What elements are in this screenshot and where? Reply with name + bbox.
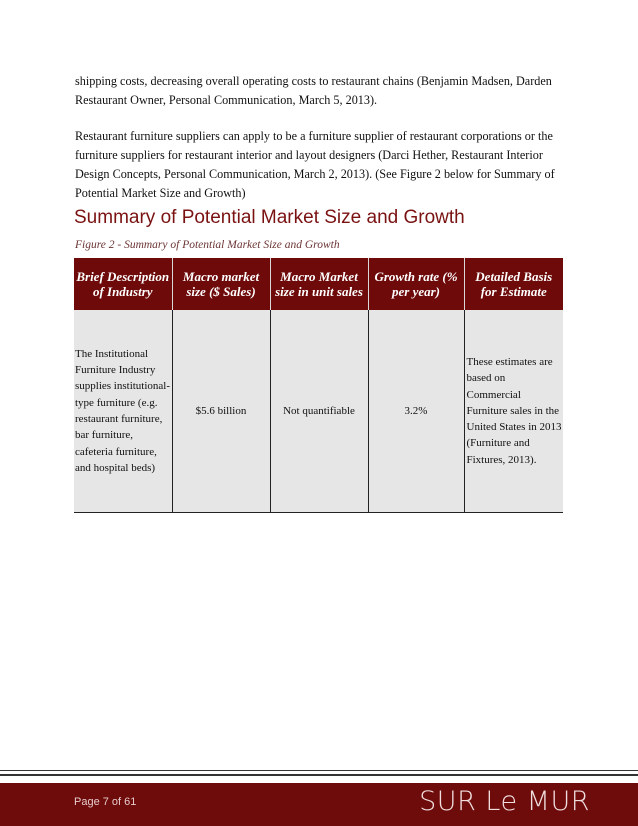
header-description: Brief Description of Industry bbox=[74, 258, 172, 310]
body-paragraph: shipping costs, decreasing overall operating costs to restaurant chains (Benjamin Madsen, Darden Restaurant Owner, Personal Communication, March 5, 2013). bbox=[75, 74, 552, 107]
cell-unit-sales: Not quantifiable bbox=[270, 310, 368, 513]
header-macro-market-size: Macro market size ($ Sales) bbox=[172, 258, 270, 310]
market-summary-table bbox=[74, 258, 563, 513]
footer-bar bbox=[0, 783, 638, 826]
cell-macro-market-size: $5.6 billion bbox=[172, 310, 270, 513]
table-row bbox=[74, 310, 563, 513]
footer-divider bbox=[0, 774, 638, 776]
cell-growth-rate: 3.2% bbox=[368, 310, 464, 513]
cell-basis: These estimates are based on Commercial Furniture sales in the United States in 2013 (Furniture and Fixtures, 2013). bbox=[464, 310, 563, 513]
cell-description: The Institutional Furniture Industry supplies institutional-type furniture (e.g. restaurant furniture, bar furniture, cafeteria furniture, and hospital beds) bbox=[74, 310, 172, 513]
body-paragraph: Restaurant furniture suppliers can apply to be a furniture supplier of restaurant corporations or the furniture suppliers for restaurant interior and layout designers (Darci Hether, Restaurant Interior Design Concepts, Personal Communication, March 2, 2013). (See Figure 2 below for Summary of Potential Market Size and Growth) bbox=[75, 129, 555, 200]
section-heading: Summary of Potential Market Size and Growth bbox=[74, 207, 465, 228]
page-number: Page 7 of 61 bbox=[74, 796, 137, 808]
header-basis: Detailed Basis for Estimate bbox=[464, 258, 563, 310]
brand-logo: SUR Le MUR bbox=[419, 786, 590, 817]
header-growth-rate: Growth rate (% per year) bbox=[368, 258, 464, 310]
header-unit-sales: Macro Market size in unit sales bbox=[270, 258, 368, 310]
table-header-row bbox=[74, 258, 563, 310]
figure-caption: Figure 2 - Summary of Potential Market Size and Growth bbox=[75, 239, 340, 251]
footer-divider bbox=[0, 770, 638, 771]
